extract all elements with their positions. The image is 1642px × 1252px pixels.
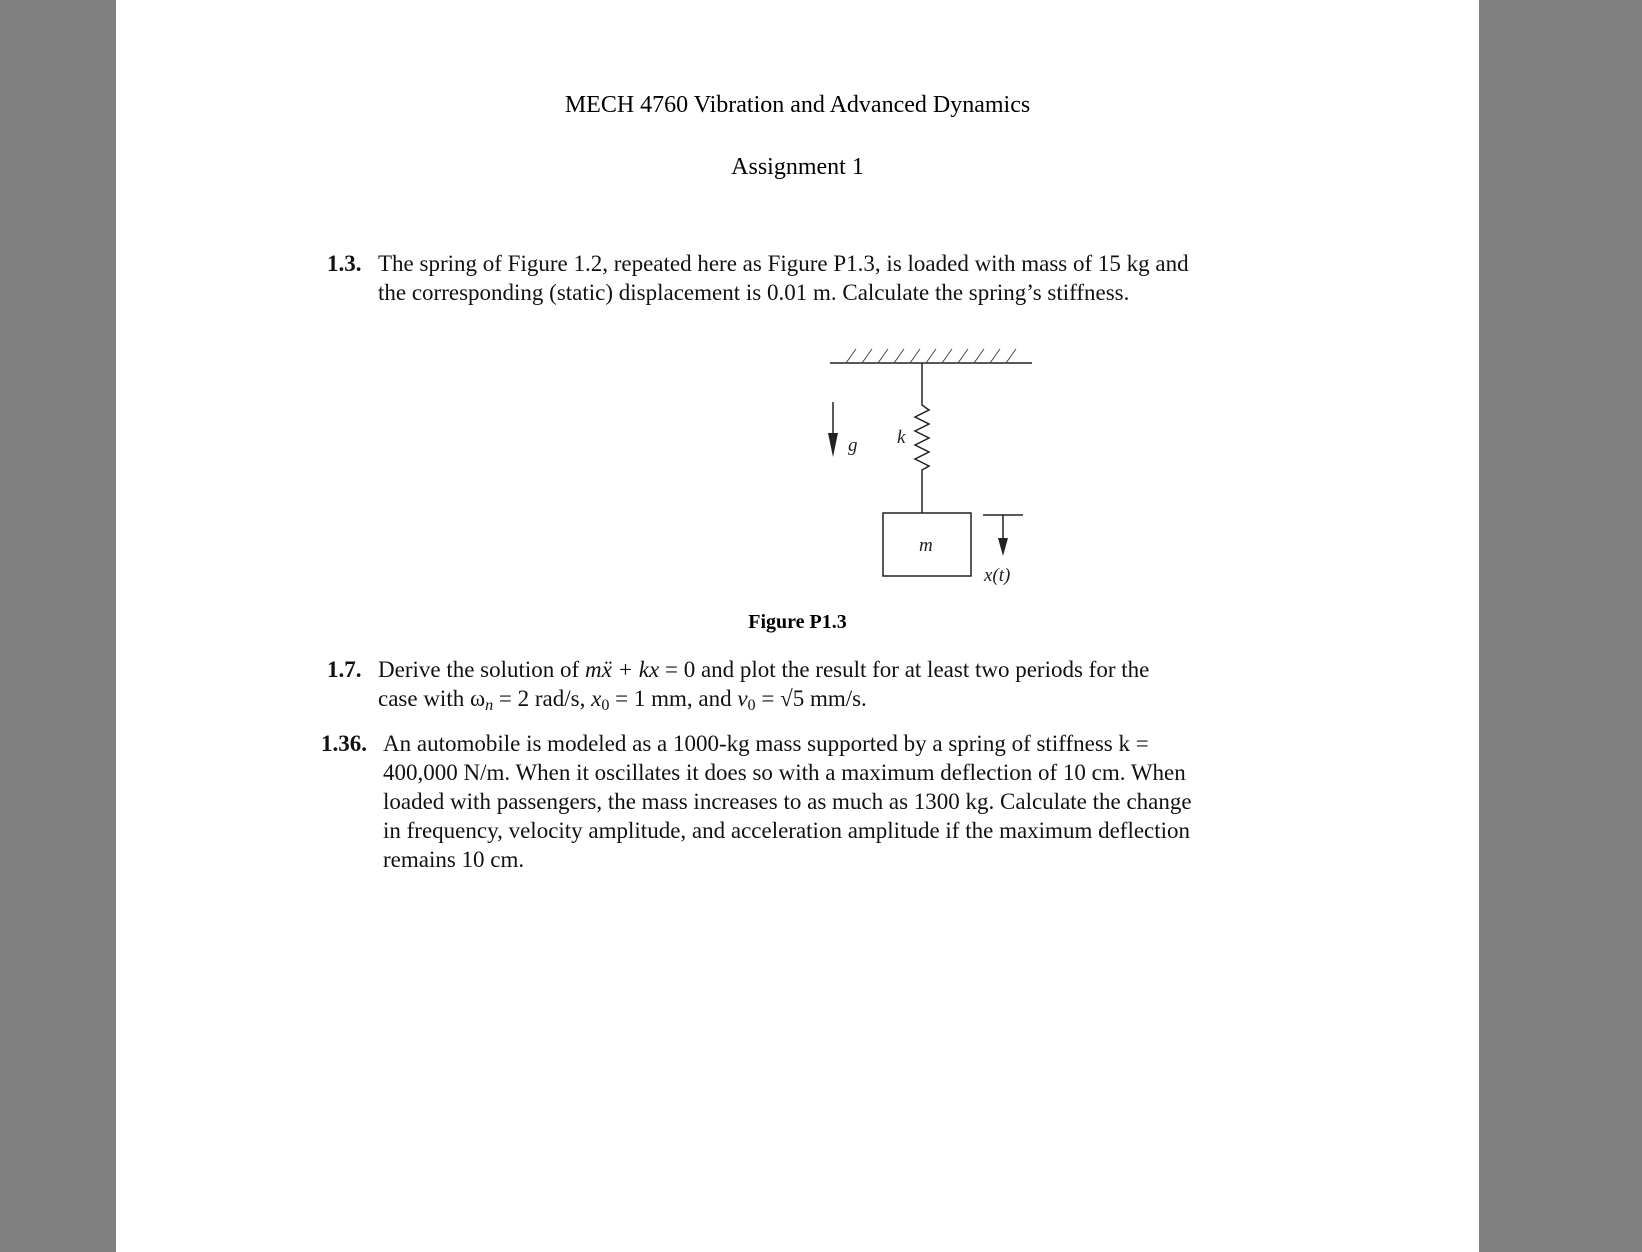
figure-caption: Figure P1.3: [748, 611, 847, 633]
subscript: 0: [601, 697, 610, 715]
ceiling-hatch: [846, 349, 1016, 363]
problem-text-line: [378, 655, 1149, 684]
document-page: [116, 0, 1479, 1252]
problem-text-line: The spring of Figure 1.2, repeated here as Figure P1.3, is loaded with mass of 15 kg and: [378, 251, 1189, 276]
assignment-title: Assignment 1: [731, 154, 864, 180]
variable: v: [737, 686, 748, 711]
problem-text-line: the corresponding (static) displacement is 0.01 m. Calculate the spring’s stiffness.: [378, 280, 1130, 305]
text-run: = √5 mm/s.: [755, 686, 867, 711]
text-run: case with ω: [378, 686, 486, 711]
spring-mass-figure: [696, 335, 1056, 595]
displacement-arrowhead: [998, 538, 1008, 556]
subscript: n: [485, 697, 494, 715]
gravity-arrowhead: [828, 433, 838, 457]
gravity-label: g: [848, 435, 858, 456]
text-run: Derive the solution of: [378, 657, 585, 682]
course-title: MECH 4760 Vibration and Advanced Dynamics: [564, 92, 1031, 118]
spring: [915, 363, 929, 513]
subscript: 0: [747, 697, 756, 715]
problem-text-line: An automobile is modeled as a 1000-kg mass supported by a spring of stiffness k =: [383, 731, 1149, 756]
problem-text-line: [378, 684, 1149, 720]
problem-number: 1.7.: [327, 657, 362, 682]
text-run: = 0 and plot the result for at least two periods for the: [659, 657, 1150, 682]
spring-label: k: [897, 427, 906, 448]
problem-number: 1.3.: [327, 251, 362, 276]
variable: x: [591, 686, 602, 711]
text-run: = 2 rad/s,: [493, 686, 592, 711]
problem-text-line: 400,000 N/m. When it oscillates it does so with a maximum deflection of 10 cm. When: [383, 760, 1186, 785]
problem-text-line: loaded with passengers, the mass increases to as much as 1300 kg. Calculate the change: [383, 789, 1192, 814]
mass-label: m: [919, 535, 933, 556]
problem-text-line: remains 10 cm.: [383, 847, 525, 872]
displacement-label: x(t): [984, 565, 1011, 586]
problem-number: 1.36.: [321, 731, 367, 756]
equation: mẍ + kx: [584, 657, 660, 682]
text-run: = 1 mm, and: [609, 686, 738, 711]
problem-text-line: in frequency, velocity amplitude, and acceleration amplitude if the maximum deflection: [383, 818, 1191, 843]
